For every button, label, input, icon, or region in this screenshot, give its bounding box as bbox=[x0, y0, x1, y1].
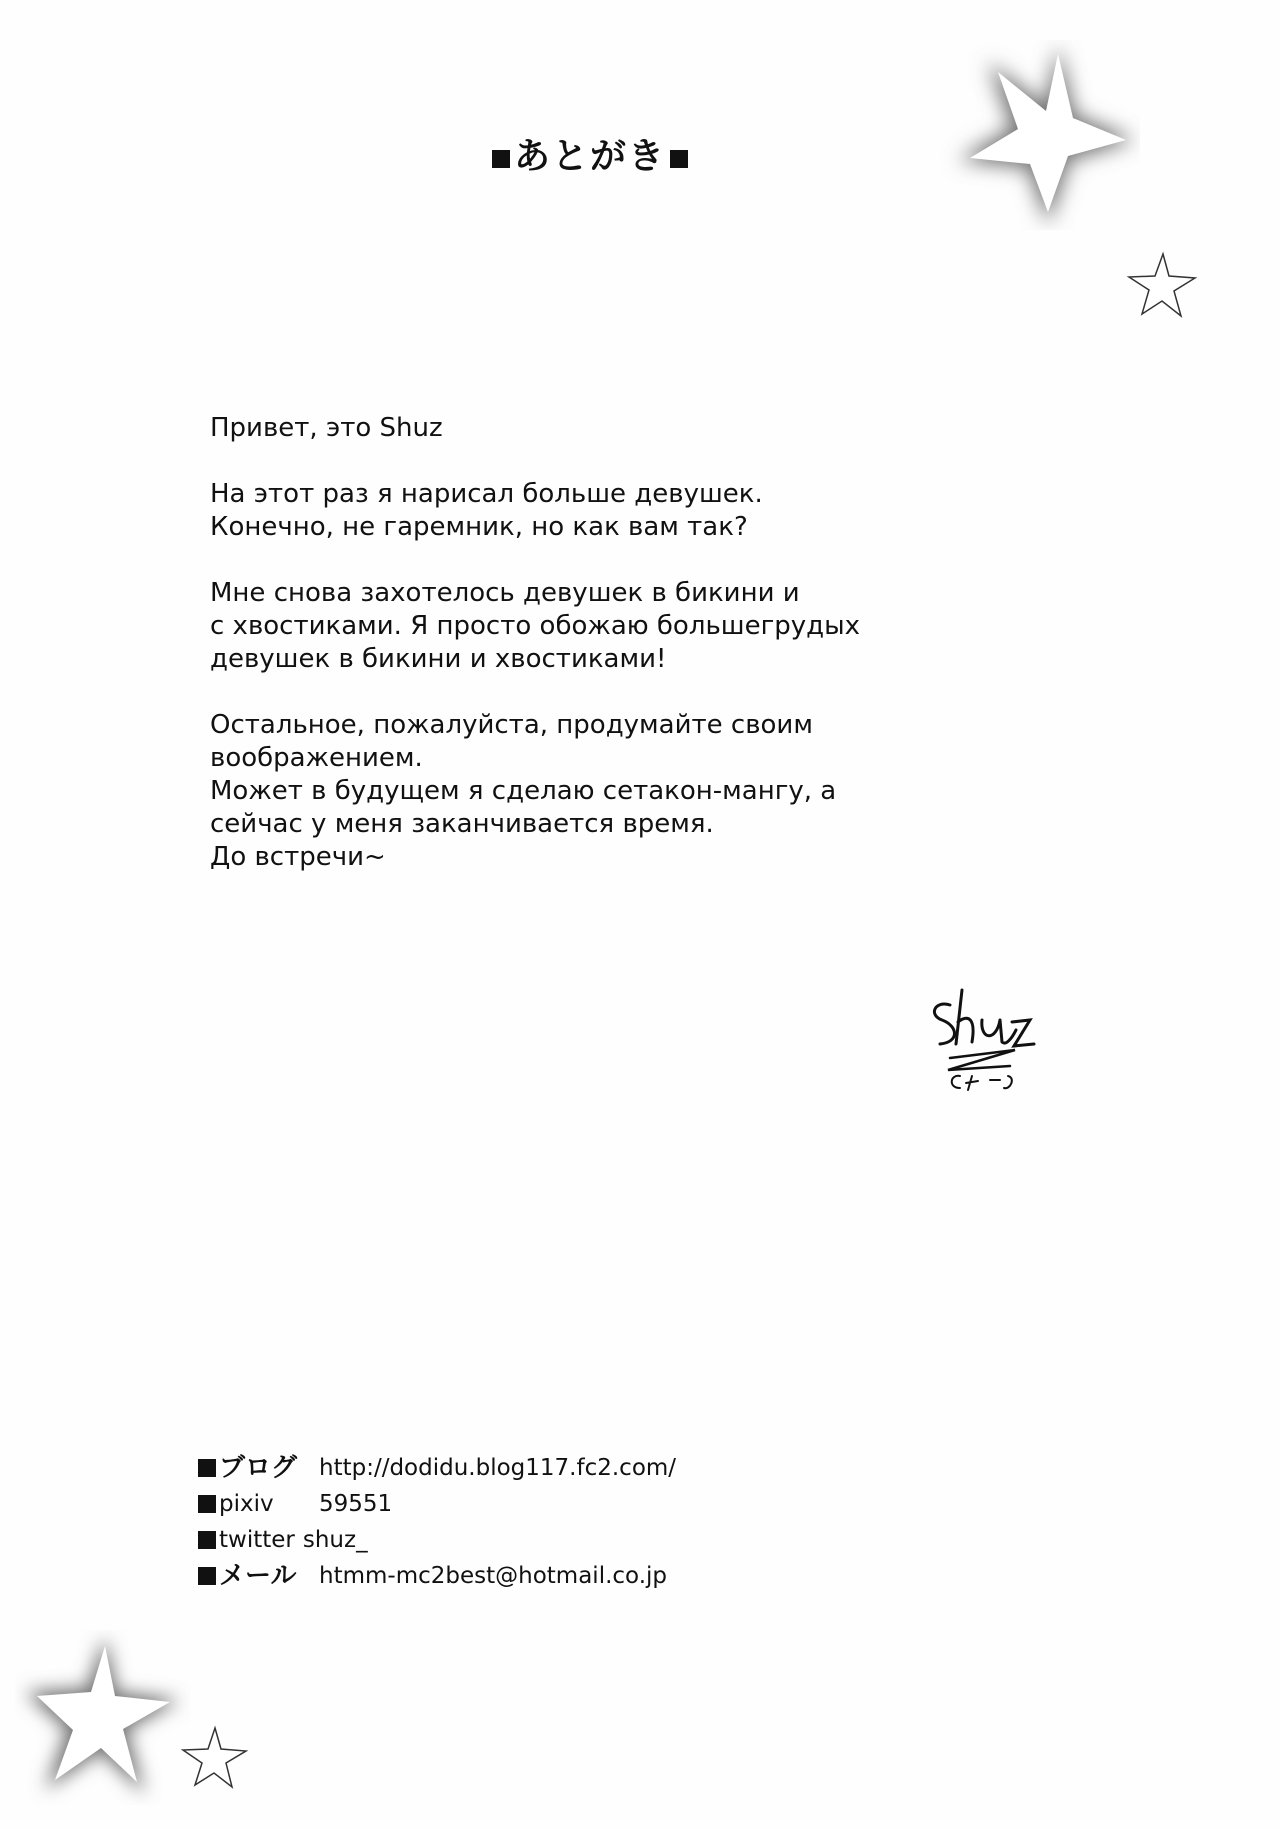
bullet-square-icon bbox=[198, 1567, 216, 1585]
twitter-label: twitter bbox=[219, 1527, 295, 1553]
pixiv-label: pixiv bbox=[219, 1491, 274, 1517]
message-paragraph-farewell: Остальное, пожалуйста, продумайте своим воображением. Может в будущем я сделаю сетакон-мангу, а сейчас у меня заканчивается время. До встречи~ bbox=[210, 710, 837, 872]
contact-row-twitter bbox=[198, 1522, 676, 1558]
mail-label: メール bbox=[219, 1561, 297, 1591]
blog-label: ブログ bbox=[219, 1453, 298, 1483]
large-star-bottom-left-icon bbox=[15, 1630, 190, 1805]
small-star-top-right-icon bbox=[1125, 250, 1200, 320]
twitter-handle: shuz_ bbox=[302, 1527, 368, 1553]
bullet-square-icon bbox=[198, 1459, 216, 1477]
contact-row-mail bbox=[198, 1558, 676, 1594]
contact-list bbox=[198, 1450, 676, 1594]
contact-row-pixiv bbox=[198, 1486, 676, 1522]
bullet-square-icon bbox=[198, 1495, 216, 1513]
message-paragraph-greeting: Привет, это Shuz bbox=[210, 413, 443, 443]
message-paragraph-girls: На этот раз я нарисал больше девушек. Конечно, не гаремник, но как вам так? bbox=[210, 479, 763, 542]
title-square-right-icon bbox=[670, 150, 688, 168]
page-title bbox=[0, 128, 1180, 179]
mail-address: htmm-mc2best@hotmail.co.jp bbox=[319, 1563, 668, 1589]
title-text: あとがき bbox=[513, 135, 666, 177]
afterword-message bbox=[210, 412, 970, 907]
small-star-bottom-left-icon bbox=[180, 1725, 250, 1790]
message-paragraph-bikini: Мне снова захотелось девушек в бикини и с хвостиками. Я просто обожаю большегрудых девушек в бикини и хвостиками! bbox=[210, 578, 861, 674]
pixiv-id: 59551 bbox=[319, 1491, 393, 1517]
contact-row-blog bbox=[198, 1450, 676, 1486]
bullet-square-icon bbox=[198, 1531, 216, 1549]
blog-url: http://dodidu.blog117.fc2.com/ bbox=[319, 1455, 677, 1481]
title-square-left-icon bbox=[492, 150, 510, 168]
handwritten-signature bbox=[920, 980, 1040, 1100]
